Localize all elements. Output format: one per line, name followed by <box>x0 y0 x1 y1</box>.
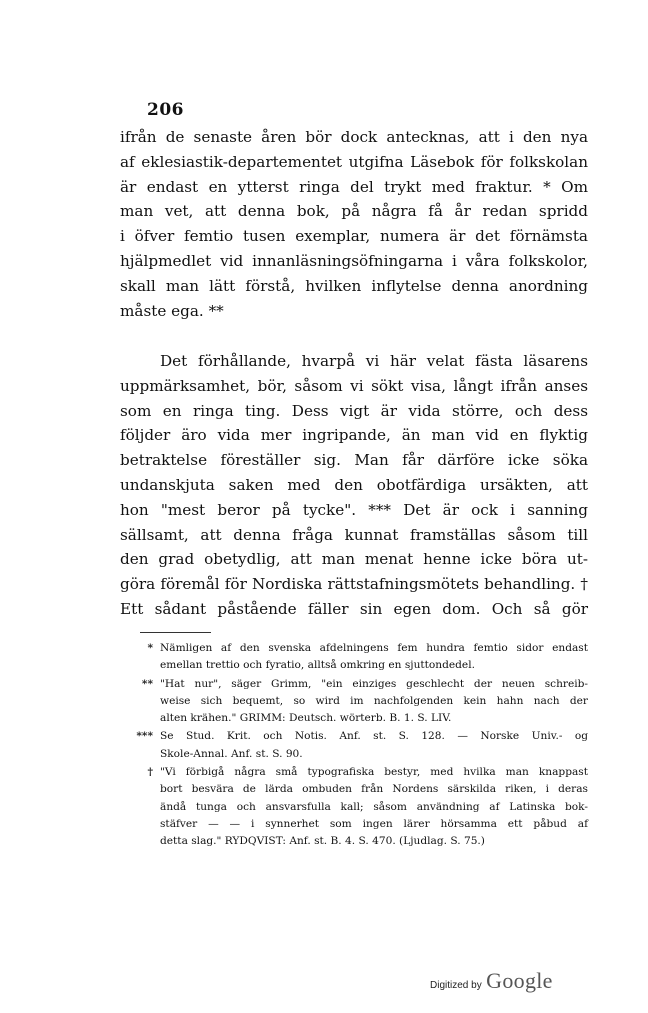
footnote-marker: *** <box>136 730 153 743</box>
text-line: som en ringa ting. Dess vigt är vida större, och dess <box>120 401 588 420</box>
footnotes <box>120 640 588 852</box>
footnote-line: "Hat nur", säger Grimm, "ein einziges geschlecht der neuen schreib- <box>160 677 588 690</box>
footnote-line: Skole-Annal. Anf. st. S. 90. <box>160 747 303 760</box>
footnote-line: bort besvära de lärda ombuden från Nordens särskilda riken, i deras <box>160 783 588 796</box>
footnote-line: alten krähen." GRIMM: Deutsch. wörterb. B. 1. S. LIV. <box>160 712 452 725</box>
text-line: är endast en ytterst ringa del trykt med fraktur. * Om <box>120 177 588 196</box>
footnote-4 <box>120 764 588 850</box>
footnote-line: Nämligen af den svenska afdelningens fem hundra femtio sidor endast <box>160 642 588 654</box>
text-line: i öfver femtio tusen exemplar, numera är det förnämsta <box>120 227 588 246</box>
text-line: uppmärksamhet, bör, såsom vi sökt visa, långt ifrån anses <box>120 376 588 395</box>
footnote-line: emellan trettio och fyratio, alltså omkring en sjuttondedel. <box>160 659 475 672</box>
footnote-line: detta slag." RYDQVIST: Anf. st. B. 4. S. 470. (Ljudlag. S. 75.) <box>160 835 485 848</box>
digitized-watermark <box>430 968 553 994</box>
watermark-prefix: Digitized by <box>430 980 482 991</box>
text-line: betraktelse föreställer sig. Man får därföre icke söka <box>120 451 588 470</box>
footnote-line: weise sich bequemt, so wird im nachfolgenden kein hahn nach der <box>160 694 588 707</box>
text-line: den grad obetydlig, att man menat henne icke böra ut- <box>120 550 588 569</box>
footnote-line: "Vi förbigå några små typografiska bestyr, med hvilka man knappast <box>160 766 588 779</box>
footnote-line: stäfver — — i synnerhet som ingen lärer hörsamma ett påbud af <box>160 817 588 830</box>
text-line: af eklesiastik-departementet utgifna Läsebok för folkskolan <box>120 152 588 171</box>
text-line: göra föremål för Nordiska rättstafningsmötets behandling. † <box>120 575 588 594</box>
footnote-divider <box>140 632 211 633</box>
text-line: följder äro vida mer ingripande, än man vid en flyktig <box>120 426 588 445</box>
footnote-1 <box>120 640 588 675</box>
text-line: hjälpmedlet vid innanläsningsöfningarna i våra folkskolor, <box>120 251 588 270</box>
footnote-3 <box>120 728 588 763</box>
paragraph-1 <box>120 125 588 323</box>
google-logo: Google <box>486 968 553 993</box>
text-line: man vet, att denna bok, på några få år redan spridd <box>120 202 588 221</box>
footnote-marker: ** <box>141 677 153 690</box>
footnote-marker: * <box>147 642 153 654</box>
text-line: måste ega. ** <box>120 301 224 320</box>
text-line: sällsamt, att denna fråga kunnat framställas såsom till <box>120 525 588 544</box>
text-line: Ett sådant påstående fäller sin egen dom. Och så gör <box>120 599 588 618</box>
footnote-2 <box>120 676 588 728</box>
footnote-line: ändå tunga och ansvarsfulla kall; såsom användning af Latinska bok- <box>160 800 588 813</box>
text-line: ifrån de senaste åren bör dock antecknas, att i den nya <box>120 128 588 146</box>
page-number: 206 <box>147 100 184 120</box>
text-line: Det förhållande, hvarpå vi här velat fästa läsarens <box>160 352 588 370</box>
text-line: hon "mest beror på tycke". *** Det är ock i sanning <box>120 500 588 519</box>
text-line: undanskjuta saken med den obotfärdiga ursäkten, att <box>120 475 588 494</box>
text-line: skall man lätt förstå, hvilken inflytelse denna anordning <box>120 276 588 295</box>
paragraph-2 <box>120 349 588 622</box>
footnote-marker: † <box>147 766 153 779</box>
footnote-line: Se Stud. Krit. och Notis. Anf. st. S. 128. — Norske Univ.- og <box>160 730 588 743</box>
